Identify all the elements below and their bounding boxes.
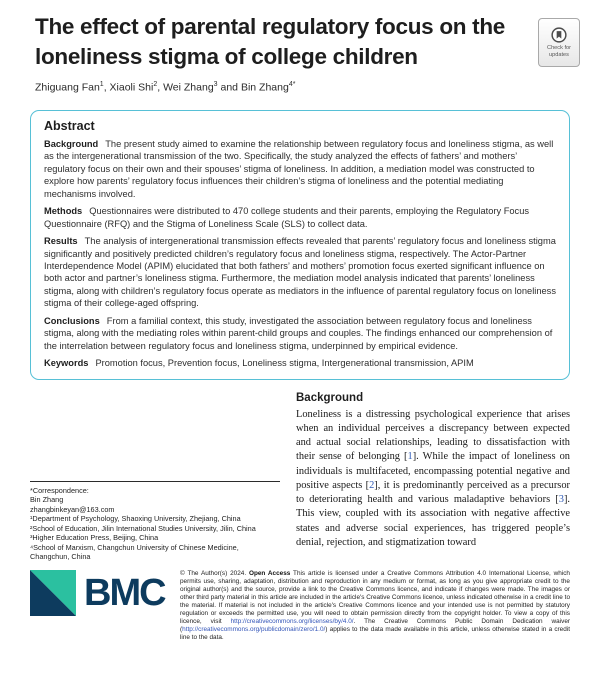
keywords-label: Keywords: [44, 358, 89, 369]
abstract-section-text: The present study aimed to examine the relationship between regulatory focus and loneliness stigma, as well as the intergenerational transmission of the two. Specifically, the study analyzed the effects of fathers’ and mothers’ regulatory focus on their own and their spouses’ stigma of loneliness. In addition, a mediation model was constructed to explore how parents’ regulatory focus influences their children’s stigma of loneliness and the potential mediating mechanisms involved.: [44, 138, 554, 199]
abstract-heading: Abstract: [44, 118, 95, 133]
author-sup: 2: [153, 81, 158, 89]
article-page: [0, 12, 600, 681]
background-text-segment: ]. This view, coupled with its association with negative affective states and adverse social experiences, has triggered people’s denial, rejection, and stigmatization toward: [296, 494, 570, 548]
license-segment: ) applies to the data made available in this article, unless otherwise stated in a credit line to the data.: [180, 626, 570, 642]
author-name: Zhiguang Fan: [35, 81, 100, 94]
affiliation-2: ²School of Education, Jilin International Studies University, Jilin, China: [30, 523, 256, 533]
two-column-body: [30, 390, 570, 564]
abstract-section-label: Results: [44, 236, 78, 247]
abstract-section-background: [44, 138, 556, 200]
author-separator: ,: [157, 81, 164, 94]
abstract-section-label: Methods: [44, 206, 83, 217]
correspondence-email: zhangbinkeyan@163.com: [30, 504, 115, 514]
affiliation-4: ⁴School of Marxism, Changchun University of Chinese Medicine, Changchun, China: [30, 542, 239, 562]
correspondence-block: [30, 481, 280, 562]
author-sup: 3: [213, 81, 218, 89]
abstract-section-results: [44, 235, 556, 310]
author-name: Xiaoli Shi: [109, 81, 154, 94]
author-separator: ,: [103, 81, 110, 94]
background-heading: Background: [296, 391, 364, 404]
bmc-logo-text: BMC: [84, 571, 165, 614]
background-text-segment: ], it is predominantly perceived as a precursor to deteriorating health and various maladaptive behaviors [: [296, 479, 570, 506]
abstract-section-label: Conclusions: [44, 315, 100, 326]
check-for-updates-badge[interactable]: [538, 18, 580, 67]
author-name: Wei Zhang: [163, 81, 214, 94]
license-link-2[interactable]: http://creativecommons.org/publicdomain/zero/1.0/: [182, 626, 326, 634]
background-paragraph: [296, 408, 570, 551]
abstract-section-label: Background: [44, 138, 99, 149]
author-separator: and: [217, 81, 241, 94]
author-sup: 4*: [288, 81, 296, 89]
background-text-segment: Loneliness is a distressing psychological experience that arises when an individual perceives a discrepancy between expected and actual social relationships, leading to dissatisfaction with their sense of belonging [: [296, 408, 570, 463]
reference-link-1[interactable]: 1: [407, 451, 413, 463]
abstract-section-text: Questionnaires were distributed to 470 college students and their parents, employing the Regulatory Focus Questionnaire (RFQ) and the Stigma of Loneliness Scale (SLS) to collect data.: [44, 206, 530, 229]
reference-link-2[interactable]: 2: [369, 479, 375, 491]
abstract-section-conclusions: [44, 315, 556, 352]
abstract-box: [30, 110, 570, 380]
left-column: [30, 390, 280, 564]
author-sup: 1: [99, 81, 104, 89]
check-updates-label-line2: updates: [549, 51, 569, 58]
correspondence-label: *Correspondence:: [30, 485, 89, 495]
license-segment: . The Creative Commons Public Domain Dedication waiver (: [180, 617, 570, 634]
right-column: [296, 390, 570, 564]
abstract-section-text: The analysis of intergenerational transmission effects revealed that parents’ regulatory focus and loneliness stigma significantly and positively predicted children’s regulatory focus and loneliness stigma, respectively. The Actor-Partner Interdependence Model (APIM) elucidated that both fathers’ and mothers’ promotion focus exerted significant influence on both actor and partner’s loneliness stigma. Furthermore, the mediation model analysis indicated that parents’ loneliness stigma, along with children’s regulatory focus operate as mediators in the influence of parental regulatory focus on loneliness stigma of their college-aged offspring.: [44, 236, 556, 309]
correspondence-name: Bin Zhang: [30, 495, 64, 505]
check-updates-label: [547, 45, 571, 59]
authors-line: [35, 81, 570, 94]
license-segment: © The Author(s) 2024.: [180, 569, 249, 577]
bmc-logo-mark: [30, 570, 76, 616]
check-updates-label-line1: Check for: [547, 44, 571, 51]
author-name: Bin Zhang: [240, 81, 289, 94]
license-text: [180, 570, 570, 643]
reference-link-3[interactable]: 3: [558, 494, 564, 506]
affiliation-3: ³Higher Education Press, Beijing, China: [30, 533, 159, 543]
license-link-1[interactable]: http://creativecommons.org/licenses/by/4.0/: [230, 617, 354, 625]
background-text-segment: ]. While the impact of loneliness on individuals is multifaceted, encompassing potential negative and positive aspects [: [296, 451, 570, 491]
page-footer: [30, 570, 570, 643]
abstract-section-text: From a familial context, this study, investigated the association between regulatory focus and loneliness stigma, along with the mediating roles within parent-child groups and couples. The findings enhanced our comprehension of the interrelation between regulatory focus and loneliness stigma, underpinned by empirical evidence.: [44, 315, 553, 351]
abstract-keywords: [44, 357, 556, 369]
bmc-logo: [30, 570, 168, 616]
affiliation-1: ¹Department of Psychology, Shaoxing University, Zhejiang, China: [30, 514, 241, 524]
abstract-section-methods: [44, 205, 556, 230]
page-title: The effect of parental regulatory focus on the loneliness stigma of college children: [35, 14, 506, 69]
check-updates-icon: [551, 27, 567, 43]
keywords-text: Promotion focus, Prevention focus, Loneliness stigma, Intergenerational transmission, APIM: [95, 358, 474, 369]
open-access-label: Open Access: [248, 569, 291, 577]
license-segment: This article is licensed under a Creative Commons Attribution 4.0 International License, which permits use, sharing, adaptation, distribution and reproduction in any medium or format, as long as you give appropriate credit to the original author(s) and the source, provide a link to the Creative Commons licence, and indicate if changes were made. The images or other third party material in this article are included in the article's Creative Commons licence, unless indicated otherwise in a credit line to the material. If material is not included in the article's Creative Commons licence and your intended use is not permitted by statutory regulation or exceeds the permitted use, you will need to obtain permission directly from the copyright holder. To view a copy of this licence, visit: [180, 569, 570, 625]
